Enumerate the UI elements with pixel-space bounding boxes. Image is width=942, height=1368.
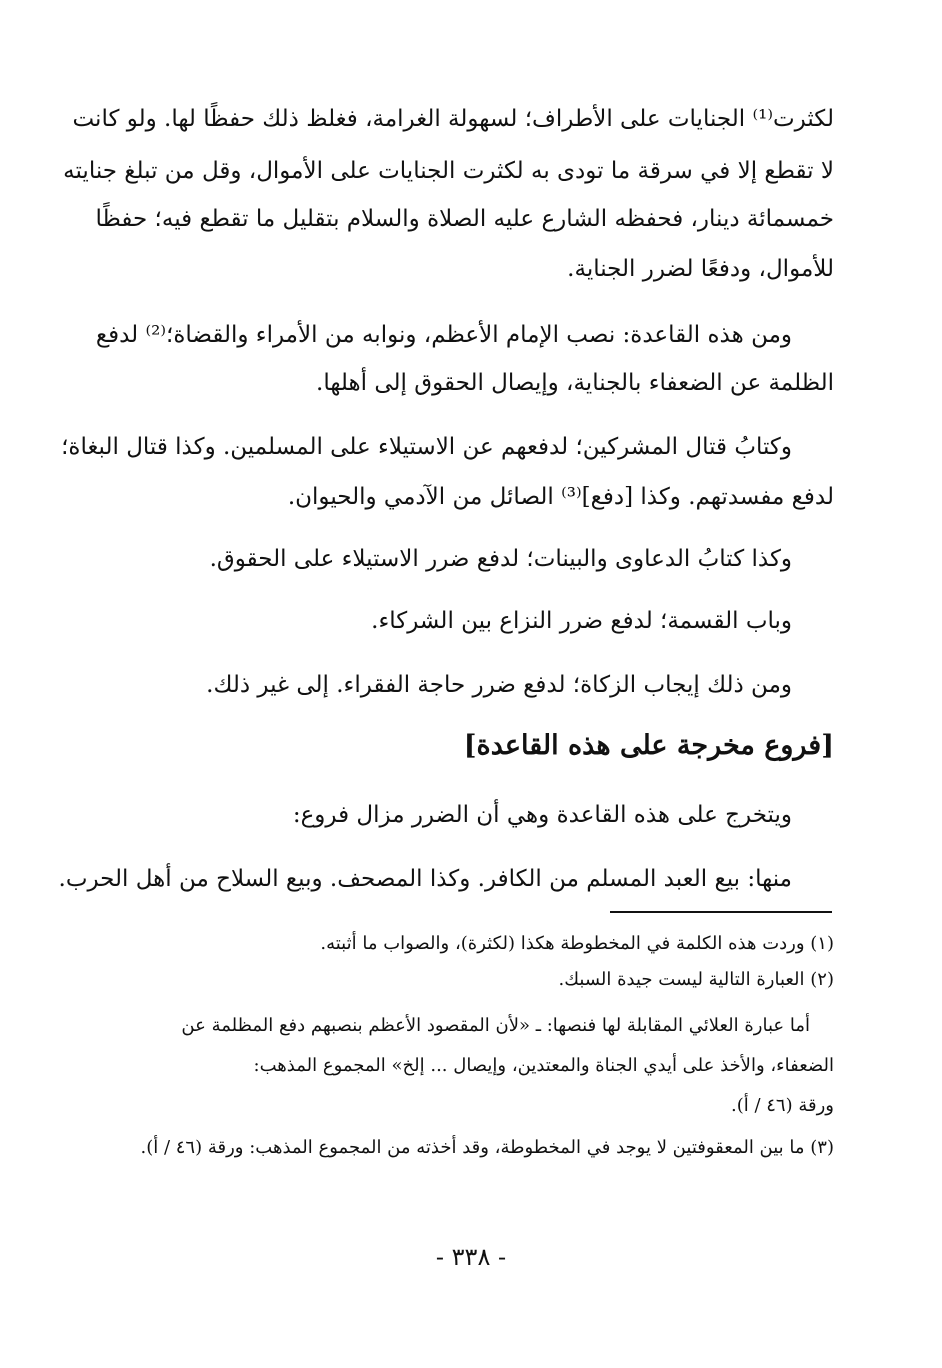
footnote-line: ورقة (٤٦ / أ). bbox=[731, 1095, 834, 1116]
body-line: وكتابُ قتال المشركين؛ لدفعهم عن الاستيلاء على المسلمين. وكذا قتال البغاة؛ bbox=[61, 434, 792, 460]
body-line: منها: بيع العبد المسلم من الكافر. وكذا المصحف. وبيع السلاح من أهل الحرب. bbox=[58, 866, 792, 892]
footnote-line: (١) وردت هذه الكلمة في المخطوطة هكذا (لكثرة)، والصواب ما أثبته. bbox=[320, 933, 834, 954]
body-line: لدفع مفسدتهم. وكذا [دفع]⁽³⁾ الصائل من الآدمي والحيوان. bbox=[287, 484, 834, 510]
body-line: للأموال، ودفعًا لضرر الجناية. bbox=[567, 256, 834, 282]
page-number: - ٣٣٨ - bbox=[435, 1243, 507, 1271]
body-line: ومن هذه القاعدة: نصب الإمام الأعظم، ونوابه من الأمراء والقضاة؛⁽²⁾ لدفع bbox=[95, 322, 792, 348]
footnote-line: (٣) ما بين المعقوفتين لا يوجد في المخطوطة، وقد أخذته من المجموع المذهب: ورقة (٤٦ / أ). bbox=[140, 1137, 834, 1158]
body-line: لا تقطع إلا في سرقة ما تودى به لكثرت الجنايات على الأموال، وقل من تبلغ جنايته bbox=[63, 158, 834, 184]
footnote-line: الضعفاء، والأخذ على أيدي الجناة والمعتدين، وإيصال ... إلخ» المجموع المذهب: bbox=[253, 1055, 834, 1076]
footnote-line: (٢) العبارة التالية ليست جيدة السبك. bbox=[558, 969, 834, 990]
body-line: الظلمة عن الضعفاء بالجناية، وإيصال الحقوق إلى أهلها. bbox=[316, 370, 834, 396]
body-line: وكذا كتابُ الدعاوى والبينات؛ لدفع ضرر الاستيلاء على الحقوق. bbox=[209, 546, 792, 572]
body-line: ويتخرج على هذه القاعدة وهي أن الضرر مزال فروع: bbox=[292, 802, 792, 828]
section-heading: [فروع مخرجة على هذه القاعدة] bbox=[463, 730, 834, 761]
body-line: خمسمائة دينار، فحفظه الشارع عليه الصلاة والسلام بتقليل ما تقطع فيه؛ حفظًا bbox=[95, 206, 834, 232]
body-line: وباب القسمة؛ لدفع ضرر النزاع بين الشركاء. bbox=[371, 608, 792, 634]
body-line: لكثرت⁽¹⁾ الجنايات على الأطراف؛ لسهولة الغرامة، فغلظ ذلك حفظًا لها. ولو كانت bbox=[72, 106, 834, 132]
footnote-separator bbox=[610, 911, 832, 913]
body-line: ومن ذلك إيجاب الزكاة؛ لدفع ضرر حاجة الفقراء. إلى غير ذلك. bbox=[206, 672, 792, 698]
footnote-line: أما عبارة العلائي المقابلة لها فنصها: ـ «لأن المقصود الأعظم بنصبهم دفع المظلمة عن bbox=[181, 1015, 810, 1036]
